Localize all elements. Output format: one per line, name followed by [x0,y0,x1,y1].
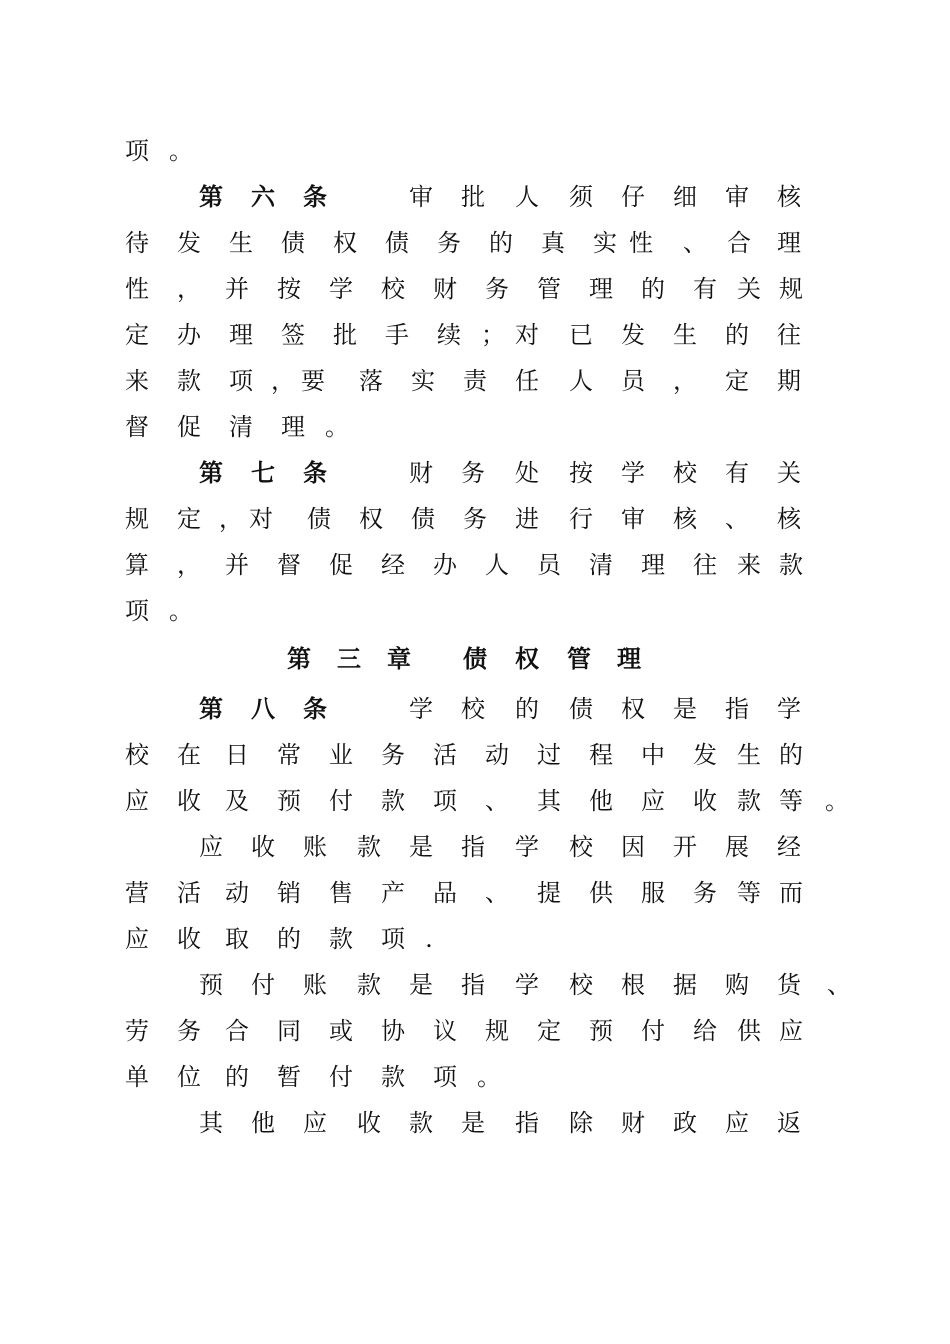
text-char: 核 [673,505,697,533]
text-char: 关 [737,275,761,303]
text-char: 务 [463,505,487,533]
text-line [0,412,950,442]
text-char: 按 [277,275,301,303]
text-line [0,1016,950,1046]
text-char: 应 [725,1109,749,1137]
text-char: 应 [125,787,149,815]
text-char: 务 [485,275,509,303]
text-char: 款 [779,551,803,579]
text-char: 务 [437,229,461,257]
text-char: 规 [779,275,803,303]
text-line [0,878,950,908]
text-char: 。 [169,597,193,625]
text-char: 理 [229,321,253,349]
text-line [0,924,950,954]
text-char: 定 [537,1017,561,1045]
text-char: 收 [177,925,201,953]
text-char: 。 [825,787,849,815]
text-char: 是 [461,1109,485,1137]
text-char: 议 [433,1017,457,1045]
text-char: 供 [589,879,613,907]
text-char: 校 [125,741,149,769]
text-char: 校 [673,459,697,487]
text-char: 仔 [621,183,645,211]
text-char: 校 [461,695,485,723]
text-char: 收 [357,1109,381,1137]
text-char: 人 [569,367,593,395]
text-char: 续 [437,321,461,349]
text-char: 开 [673,833,697,861]
text-char: 项 [229,367,253,395]
text-char: 校 [381,275,405,303]
text-char: 进 [515,505,539,533]
text-char: 同 [277,1017,301,1045]
text-char: 因 [621,833,645,861]
text-char: 中 [641,741,665,769]
text-char: 提 [537,879,561,907]
text-char: 的 [641,275,665,303]
text-char: 实 [593,229,617,257]
text-char: ， [177,275,201,303]
text-char: 办 [177,321,201,349]
text-char: 合 [727,229,751,257]
text-char: 有 [725,459,749,487]
heading-char: 债 [463,644,487,673]
text-char: 校 [569,971,593,999]
text-char: 展 [725,833,749,861]
text-char: 活 [433,741,457,769]
text-char: 指 [515,1109,539,1137]
text-char: 务 [461,459,485,487]
text-char: 、 [827,971,851,999]
text-char: 规 [485,1017,509,1045]
text-char: 常 [277,741,301,769]
text-char: 批 [333,321,357,349]
text-char: 债 [569,695,593,723]
text-char: 促 [177,413,201,441]
text-char: 的 [277,925,301,953]
text-char: 财 [409,459,433,487]
text-char: ， [271,367,295,395]
text-char: 指 [725,695,749,723]
text-char: 业 [329,741,353,769]
text-char: 其 [199,1109,223,1137]
text-char: 付 [251,971,275,999]
text-char: 售 [329,879,353,907]
text-char: 款 [381,1063,405,1091]
text-char: 动 [225,879,249,907]
text-char: 来 [737,551,761,579]
text-char: 发 [621,321,645,349]
text-char: 或 [329,1017,353,1045]
text-char: 程 [589,741,613,769]
text-char: 权 [359,505,383,533]
text-char: 性 [125,275,149,303]
article-line [0,458,950,488]
text-char: 清 [589,551,613,579]
text-char: 对 [249,505,273,533]
text-char: 促 [329,551,353,579]
text-char: 务 [381,741,405,769]
text-char: 收 [693,787,717,815]
text-char: 性 [629,229,653,257]
text-char: 。 [477,1063,501,1091]
heading-char: 章 [387,644,411,673]
text-char: 是 [409,833,433,861]
text-char: 。 [169,137,193,165]
text-line [0,970,950,1000]
text-char: 收 [177,787,201,815]
text-char: 暂 [277,1063,301,1091]
text-char: 财 [433,275,457,303]
text-char: 款 [737,787,761,815]
text-char: 过 [537,741,561,769]
text-char: 的 [725,321,749,349]
text-char: 他 [251,1109,275,1137]
text-char: 款 [381,787,405,815]
heading-char: 三 [337,644,361,673]
article-label-char: 第 [199,694,223,723]
text-char: 定 [125,321,149,349]
text-char: 并 [225,275,249,303]
text-char: 任 [515,367,539,395]
text-char: 活 [177,879,201,907]
text-char: 付 [329,1063,353,1091]
text-char: 合 [225,1017,249,1045]
text-char: 根 [621,971,645,999]
text-char: 审 [409,183,433,211]
text-char: 协 [381,1017,405,1045]
text-char: 权 [621,695,645,723]
text-char: 定 [725,367,749,395]
text-char: 项 [433,1063,457,1091]
text-char: 务 [177,1017,201,1045]
text-char: 往 [693,551,717,579]
text-char: ， [219,505,243,533]
text-char: 等 [737,879,761,907]
text-char: 规 [125,505,149,533]
text-char: 学 [409,695,433,723]
text-char: 款 [177,367,201,395]
article-label-char: 六 [251,182,275,211]
text-char: 债 [385,229,409,257]
text-char: 他 [589,787,613,815]
text-char: 人 [485,551,509,579]
text-char: 营 [125,879,149,907]
text-line [0,320,950,350]
text-char: 关 [777,459,801,487]
text-char: 已 [569,321,593,349]
text-char: 应 [125,925,149,953]
article-label-char: 七 [251,458,275,487]
text-char: 债 [307,505,331,533]
text-char: 服 [641,879,665,907]
text-char: 、 [683,229,707,257]
text-char: 货 [777,971,801,999]
article-label-char: 第 [199,182,223,211]
text-char: 清 [229,413,253,441]
text-char: 生 [673,321,697,349]
text-char: 劳 [125,1017,149,1045]
text-char: 督 [125,413,149,441]
article-line [0,182,950,212]
text-char: 、 [725,505,749,533]
text-char: 取 [225,925,249,953]
text-char: 处 [515,459,539,487]
text-char: 发 [177,229,201,257]
text-char: 生 [737,741,761,769]
text-char: 并 [225,551,249,579]
text-char: 在 [177,741,201,769]
text-char: 学 [329,275,353,303]
text-char: 权 [333,229,357,257]
text-char: 有 [693,275,717,303]
text-char: 经 [381,551,405,579]
text-char: 指 [461,833,485,861]
text-char: 单 [125,1063,149,1091]
text-char: 期 [777,367,801,395]
text-line [0,366,950,396]
article-line [0,694,950,724]
text-line [0,740,950,770]
text-char: 付 [641,1017,665,1045]
text-char: 其 [537,787,561,815]
text-char: 学 [621,459,645,487]
text-char: 办 [433,551,457,579]
text-line [0,832,950,862]
text-char: 定 [177,505,201,533]
text-char: 给 [693,1017,717,1045]
text-line [0,504,950,534]
text-char: 细 [673,183,697,211]
text-char: 品 [433,879,457,907]
text-char: 收 [251,833,275,861]
text-char: 要 [301,367,325,395]
heading-char: 权 [515,644,539,673]
text-char: 销 [277,879,301,907]
text-char: 学 [515,833,539,861]
text-line [0,786,950,816]
text-char: 学 [515,971,539,999]
text-char: 督 [277,551,301,579]
text-char: 购 [725,971,749,999]
text-char: 债 [281,229,305,257]
text-char: 待 [125,229,149,257]
text-char: 须 [569,183,593,211]
heading-char: 管 [567,644,591,673]
text-char: 。 [325,413,349,441]
text-char: 预 [199,971,223,999]
text-char: 批 [461,183,485,211]
text-char: 产 [381,879,405,907]
text-char: 据 [673,971,697,999]
article-label-char: 条 [303,458,327,487]
text-char: . [425,925,433,953]
text-char: 而 [779,879,803,907]
text-char: 签 [281,321,305,349]
text-char: 是 [409,971,433,999]
text-char: 手 [385,321,409,349]
article-label-char: 条 [303,182,327,211]
text-char: 员 [537,551,561,579]
text-char: 理 [777,229,801,257]
text-char: 、 [485,787,509,815]
text-char: 行 [569,505,593,533]
text-char: 人 [515,183,539,211]
text-line [0,1062,950,1092]
article-label-char: 八 [251,694,275,723]
text-char: 的 [779,741,803,769]
text-char: 对 [515,321,539,349]
text-char: 供 [737,1017,761,1045]
text-char: 账 [303,833,327,861]
text-line [0,550,950,580]
text-char: 生 [229,229,253,257]
text-char: 的 [515,695,539,723]
text-char: 学 [777,695,801,723]
text-char: 核 [777,183,801,211]
text-char: 财 [621,1109,645,1137]
text-char: ； [481,321,505,349]
heading-char: 理 [617,644,641,673]
text-char: 发 [693,741,717,769]
text-char: 算 [125,551,149,579]
text-char: 应 [303,1109,327,1137]
text-char: 日 [225,741,249,769]
text-char: 项 [381,925,405,953]
text-char: 管 [537,275,561,303]
article-label-char: 第 [199,458,223,487]
text-char: 来 [125,367,149,395]
text-char: 等 [779,787,803,815]
text-char: 经 [777,833,801,861]
text-char: 返 [777,1109,801,1137]
text-char: 应 [779,1017,803,1045]
text-char: 审 [725,183,749,211]
text-char: 应 [199,833,223,861]
text-char: 理 [589,275,613,303]
text-char: 理 [641,551,665,579]
text-char: 实 [411,367,435,395]
text-char: 债 [411,505,435,533]
text-char: 除 [569,1109,593,1137]
text-char: 预 [589,1017,613,1045]
text-line [0,596,950,626]
text-char: 项 [125,137,149,165]
text-char: 、 [485,879,509,907]
text-char: 审 [621,505,645,533]
text-line [0,228,950,258]
text-char: 款 [329,925,353,953]
heading-char: 第 [287,644,311,673]
text-char: 动 [485,741,509,769]
text-char: 项 [125,597,149,625]
text-char: ， [177,551,201,579]
text-char: 往 [777,321,801,349]
text-char: 款 [357,833,381,861]
text-char: 按 [569,459,593,487]
text-line [0,1108,950,1138]
text-char: 员 [621,367,645,395]
text-char: 款 [409,1109,433,1137]
text-char: 真 [541,229,565,257]
text-char: 责 [463,367,487,395]
text-char: 政 [673,1109,697,1137]
text-char: 落 [359,367,383,395]
text-char: 是 [673,695,697,723]
text-char: 项 [433,787,457,815]
text-char: 款 [357,971,381,999]
text-char: 理 [281,413,305,441]
text-char: 位 [177,1063,201,1091]
text-char: 预 [277,787,301,815]
text-char: 应 [641,787,665,815]
text-char: 的 [225,1063,249,1091]
text-line [0,136,950,166]
text-char: 付 [329,787,353,815]
text-char: 的 [489,229,513,257]
text-char: 指 [461,971,485,999]
chapter-heading [0,644,950,674]
article-label-char: 条 [303,694,327,723]
text-line [0,274,950,304]
text-char: ， [673,367,697,395]
text-char: 账 [303,971,327,999]
text-char: 务 [693,879,717,907]
text-char: 校 [569,833,593,861]
text-char: 核 [777,505,801,533]
text-char: 及 [225,787,249,815]
